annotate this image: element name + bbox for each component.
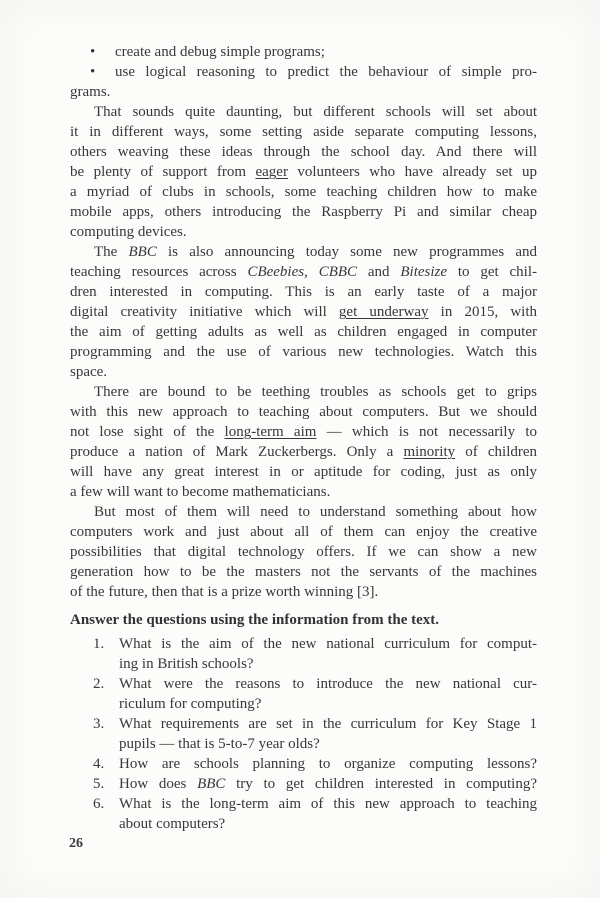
question-item xyxy=(70,794,537,834)
italic-text: BBC xyxy=(197,776,226,792)
text-line xyxy=(70,82,537,102)
text-run: But most of them will need to understand something about how xyxy=(94,504,537,520)
text-line xyxy=(70,462,537,482)
text-line xyxy=(70,582,537,602)
text-line xyxy=(70,302,537,322)
text-line xyxy=(70,182,537,202)
question-number: 4. xyxy=(93,756,105,772)
text-line xyxy=(70,62,537,82)
text-run: to get chil- xyxy=(447,264,537,280)
text-line xyxy=(70,542,537,562)
text-run: grams. xyxy=(70,84,111,100)
text-run: What were the reasons to introduce the new national cur- xyxy=(119,676,537,692)
text-run: There are bound to be teething troubles as schools get to grips xyxy=(94,384,537,400)
text-line xyxy=(119,794,537,814)
text-line xyxy=(119,654,537,674)
text-line xyxy=(70,442,537,462)
question-item xyxy=(70,674,537,714)
text-run: generation how to be the masters not the servants of the machines xyxy=(70,564,537,580)
text-line xyxy=(119,634,537,654)
text-run: a myriad of clubs in schools, some teaching children how to make xyxy=(70,184,537,200)
question-item xyxy=(70,774,537,794)
underlined-text: long-term aim xyxy=(224,424,317,440)
question-list xyxy=(70,634,537,834)
text-run: That sounds quite daunting, but different schools will set about xyxy=(94,104,537,120)
text-run: create and debug simple programs; xyxy=(115,44,325,60)
text-run: will have any great interest in or aptitude for coding, just as only xyxy=(70,464,537,480)
text-run: What is the long-term aim of this new approach to teaching xyxy=(119,796,537,812)
bullet-icon: • xyxy=(90,44,96,60)
text-line xyxy=(70,402,537,422)
text-line xyxy=(70,42,537,62)
page-content xyxy=(70,42,537,834)
text-line xyxy=(70,562,537,582)
text-run: teaching resources across xyxy=(70,264,248,280)
text-line xyxy=(70,342,537,362)
question-item xyxy=(70,714,537,754)
text-run: be plenty of support from xyxy=(70,164,256,180)
text-run: volunteers who have already set up xyxy=(287,164,537,180)
text-line xyxy=(70,222,537,242)
body-text xyxy=(70,42,537,602)
text-run: ing in British schools? xyxy=(119,656,254,672)
text-run: is also announcing today some new programmes and xyxy=(156,244,537,260)
text-line xyxy=(70,242,537,262)
text-line xyxy=(70,282,537,302)
text-line xyxy=(70,322,537,342)
text-run: How are schools planning to organize computing lessons? xyxy=(119,756,537,772)
text-line xyxy=(70,162,537,182)
text-run: a few will want to become mathematicians. xyxy=(70,484,331,500)
text-run: about computers? xyxy=(119,816,226,832)
question-number: 5. xyxy=(93,776,105,792)
text-line xyxy=(119,774,537,794)
question-number: 1. xyxy=(93,636,105,652)
text-line xyxy=(70,382,537,402)
text-run: What is the aim of the new national curriculum for comput- xyxy=(119,636,537,652)
text-line xyxy=(70,202,537,222)
page-number: 26 xyxy=(69,836,83,851)
text-line xyxy=(70,142,537,162)
text-run: produce a nation of Mark Zuckerbergs. Only a xyxy=(70,444,404,460)
text-run: computers work and just about all of them can enjoy the creative xyxy=(70,524,537,540)
question-number: 2. xyxy=(93,676,105,692)
text-line xyxy=(119,734,537,754)
text-run: pupils — that is 5-to-7 year olds? xyxy=(119,736,320,752)
text-run: — which is not necessarily to xyxy=(316,424,537,440)
underlined-text: minority xyxy=(403,444,456,460)
italic-text: CBBC xyxy=(318,264,358,280)
text-run: with this new approach to teaching about computers. But we should xyxy=(70,404,537,420)
text-run: riculum for computing? xyxy=(119,696,262,712)
text-run: the aim of getting adults as well as children engaged in computer xyxy=(70,324,537,340)
text-run: dren interested in computing. This is an early taste of a major xyxy=(70,284,537,300)
text-run: digital creativity initiative which will xyxy=(70,304,339,320)
text-run: it in different ways, some setting aside separate computing lessons, xyxy=(70,124,537,140)
text-run: others weaving these ideas through the school day. And there will xyxy=(70,144,537,160)
text-line xyxy=(70,482,537,502)
text-run: What requirements are set in the curriculum for Key Stage 1 xyxy=(119,716,537,732)
text-line xyxy=(119,714,537,734)
text-run: and xyxy=(357,264,401,280)
text-run: use logical reasoning to predict the behaviour of simple pro- xyxy=(115,64,537,80)
text-line xyxy=(70,122,537,142)
question-number: 6. xyxy=(93,796,105,812)
text-line xyxy=(70,362,537,382)
text-line xyxy=(70,262,537,282)
text-line xyxy=(119,754,537,774)
exercise-heading: Answer the questions using the information from the text. xyxy=(70,612,440,628)
text-run: computing devices. xyxy=(70,224,187,240)
text-run: programming and the use of various new technologies. Watch this xyxy=(70,344,537,360)
text-run: The xyxy=(94,244,129,260)
underlined-text: eager xyxy=(255,164,288,180)
underlined-text: get underway xyxy=(338,304,429,320)
italic-text: Bitesize xyxy=(400,264,448,280)
text-run: try to get children interested in computing? xyxy=(225,776,537,792)
text-line xyxy=(119,814,537,834)
question-item xyxy=(70,634,537,674)
text-line xyxy=(70,522,537,542)
text-run: not lose sight of the xyxy=(70,424,225,440)
text-run: , xyxy=(304,264,319,280)
text-line xyxy=(70,422,537,442)
text-run: of children xyxy=(455,444,538,460)
text-line xyxy=(70,102,537,122)
text-run: of the future, then that is a prize worth winning [3]. xyxy=(70,584,379,600)
italic-text: BBC xyxy=(128,244,157,260)
question-item xyxy=(70,754,537,774)
text-run: How does xyxy=(119,776,198,792)
text-line xyxy=(119,674,537,694)
text-run: space. xyxy=(70,364,108,380)
italic-text: CBeebies xyxy=(247,264,305,280)
text-line xyxy=(70,502,537,522)
question-number: 3. xyxy=(93,716,105,732)
text-run: mobile apps, others introducing the Raspberry Pi and similar cheap xyxy=(70,204,537,220)
text-run: possibilities that digital technology offers. If we can show a new xyxy=(70,544,537,560)
text-run: in 2015, with xyxy=(428,304,538,320)
text-line xyxy=(119,694,537,714)
bullet-icon: • xyxy=(90,64,96,80)
